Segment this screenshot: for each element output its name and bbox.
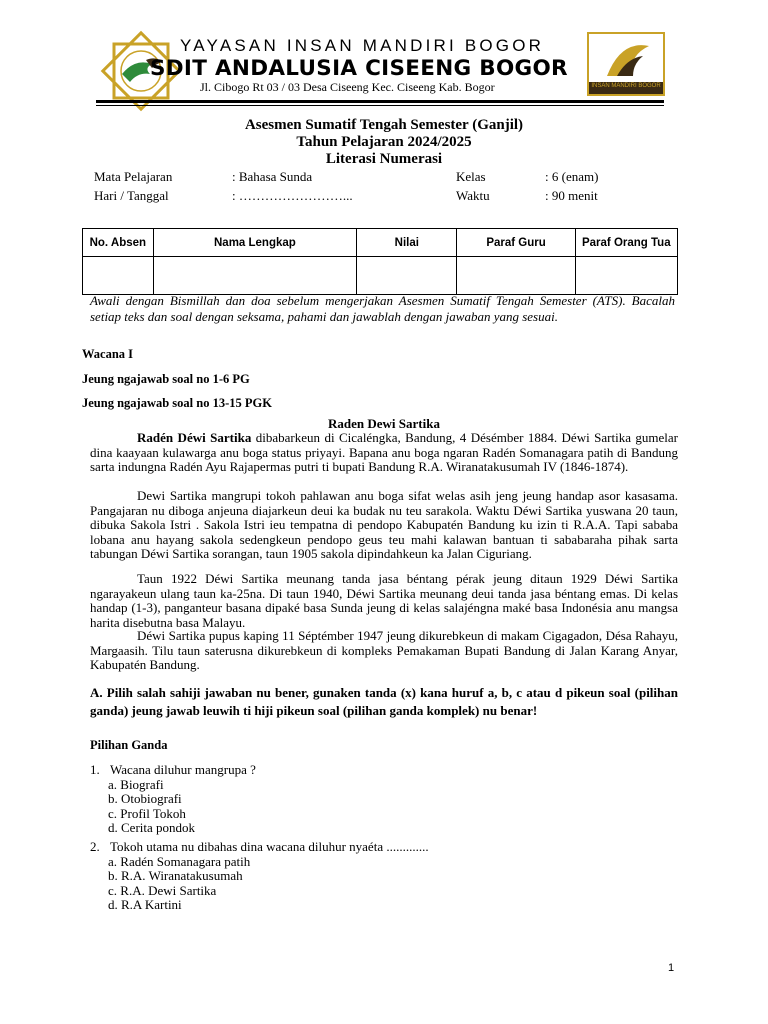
school-address: Jl. Cibogo Rt 03 / 03 Desa Ciseeng Kec. Ciseeng Kab. Bogor: [200, 80, 495, 94]
option-b[interactable]: b. R.A. Wiranatakusumah: [108, 868, 243, 884]
option-c[interactable]: c. Profil Tokoh: [108, 805, 186, 821]
intro-instruction: Awali dengan Bismillah dan doa sebelum mengerjakan Asesmen Sumatif Tengah Semester (ATS). Bacalah setiap teks dan soal dengan seksama, pahami dan jawablah dengan jawaban yang sesuai.: [90, 293, 675, 324]
question-1: [90, 763, 256, 836]
section-a-instruction: A. Pilih salah sahiji jawaban nu bener, gunaken tanda (x) kana huruf a, b, c atau d pikeun soal (pilihan ganda) jeung jawab leuwih ti hiji pikeun soal (pilihan ganda komplek) nu benar!: [90, 685, 678, 718]
story-paragraph-1: [90, 431, 678, 475]
logo-caption: INSAN MANDIRI BOGOR: [591, 83, 661, 89]
story-paragraph-2-text: Dewi Sartika mangrupi tokoh pahlawan anu boga sifat welas asih jeng jeung handap asor kasasama. Pangajaran nu diboga anjeuna diajarkeun deui ka budak nu teu sarakola. Waktu Déwi Sartika yuswana 20 taun, dibuka Sakola Istri . Sakola Istri ieu tempatna di pendopo Kabupatén Bandung ku izin ti R.A.A. Tapi sababa lobana anu hayang sakola sedengkeun pendopo geus teu mahi kalawan bantuan ti sababaraha pihak sarta tabungan Déwi Sartika sorangan, taun 1905 sakola dipindahkeun ka Jalan Ciguriang.: [90, 488, 678, 562]
date-value: : ……………………...: [232, 188, 353, 203]
school-name: SDIT ANDALUSIA CISEENG BOGOR: [150, 56, 568, 81]
header-divider-thin: [96, 105, 664, 106]
story-subject-name: Radén Déwi Sartika: [137, 430, 252, 445]
header-nilai: Nilai: [357, 229, 457, 257]
time-label: Waktu: [456, 188, 490, 203]
cell-nama-lengkap[interactable]: [153, 257, 357, 295]
date-label: Hari / Tanggal: [94, 188, 169, 203]
question-2: [90, 840, 429, 913]
header-nama-lengkap: Nama Lengkap: [153, 229, 357, 257]
story-paragraph-3-text: Taun 1922 Déwi Sartika meunang tanda jasa béntang pérak jeung ditaun 1929 Déwi Sartika ngarayakeun ulang taun ka-25na. Di taun 1940, Déwi Sartika meunang deui tanda jasa béntang emas. Di kelas handap (1-3), panganteur basana dipaké basa Sunda jeung di kelas salajéngna maké basa Indonésia anu mangsa harita disebutna basa Malayu.: [90, 571, 678, 630]
option-d[interactable]: d. R.A Kartini: [108, 897, 182, 913]
section-a-subheading: Pilihan Ganda: [90, 738, 168, 752]
exam-subtitle: Literasi Numerasi: [325, 151, 443, 167]
wacana-note-pgk: Jeung ngajawab soal no 13-15 PGK: [82, 396, 272, 410]
wacana-note-pg: Jeung ngajawab soal no 1-6 PG: [82, 372, 250, 386]
story-paragraph-4: [90, 629, 678, 673]
exam-title: Asesmen Sumatif Tengah Semester (Ganjil): [244, 117, 524, 133]
option-a[interactable]: a. Biografi: [108, 776, 164, 792]
table-entry-row: [83, 257, 678, 295]
student-score-table: [82, 228, 678, 295]
story-paragraph-2: [90, 489, 678, 562]
header-paraf-orang-tua: Paraf Orang Tua: [575, 229, 677, 257]
page-number: 1: [668, 962, 675, 974]
class-label: Kelas: [456, 169, 486, 184]
academic-year: Tahun Pelajaran 2024/2025: [296, 134, 472, 150]
question-number: 2.: [90, 839, 100, 854]
table-header-row: [83, 229, 678, 257]
foundation-name: YAYASAN INSAN MANDIRI BOGOR: [180, 36, 545, 55]
question-text: Wacana diluhur mangrupa ?: [110, 762, 256, 777]
option-a[interactable]: a. Radén Somanagara patih: [108, 853, 251, 869]
option-b[interactable]: b. Otobiografi: [108, 791, 182, 807]
cell-paraf-orang-tua[interactable]: [575, 257, 677, 295]
story-paragraph-1-text: dibabarkeun di Cicaléngka, Bandung, 4 Désémber 1884. Déwi Sartika gumelar dina kaayaan kulawarga anu boga status priyayi. Bapana anu boga ngaran Radén Somanagara patih di Bandung sarta indungna Radén Ayu Rajapermas putri ti bupati Bandung R.A. Wiranatakusumah IV (1846-1874).: [90, 430, 678, 475]
wacana-label: Wacana I: [82, 347, 134, 361]
option-d[interactable]: d. Cerita pondok: [108, 820, 196, 836]
class-value: : 6 (enam): [545, 169, 599, 184]
header-divider-thick: [96, 100, 664, 103]
story-paragraph-3: [90, 572, 678, 630]
subject-value: : Bahasa Sunda: [232, 169, 313, 184]
header-no-absen: No. Absen: [83, 229, 154, 257]
cell-no-absen[interactable]: [83, 257, 154, 295]
question-number: 1.: [90, 762, 100, 777]
story-title: Raden Dewi Sartika: [328, 416, 440, 431]
subject-label: Mata Pelajaran: [94, 169, 173, 184]
option-c[interactable]: c. R.A. Dewi Sartika: [108, 882, 217, 898]
cell-nilai[interactable]: [357, 257, 457, 295]
header-paraf-guru: Paraf Guru: [457, 229, 575, 257]
question-text: Tokoh utama nu dibahas dina wacana diluhur nyaéta .............: [110, 839, 429, 854]
story-paragraph-4-text: Déwi Sartika pupus kaping 11 Séptémber 1947 jeung dikurebkeun di makam Cigagadon, Désa Rahayu, Margaasih. Tilu taun saterusna dikurebkeun di kompleks Pemakaman Bupati Bandung di Jalan Karang Anyar, Kabupatén Bandung.: [90, 628, 678, 673]
time-value: : 90 menit: [545, 188, 598, 203]
cell-paraf-guru[interactable]: [457, 257, 575, 295]
